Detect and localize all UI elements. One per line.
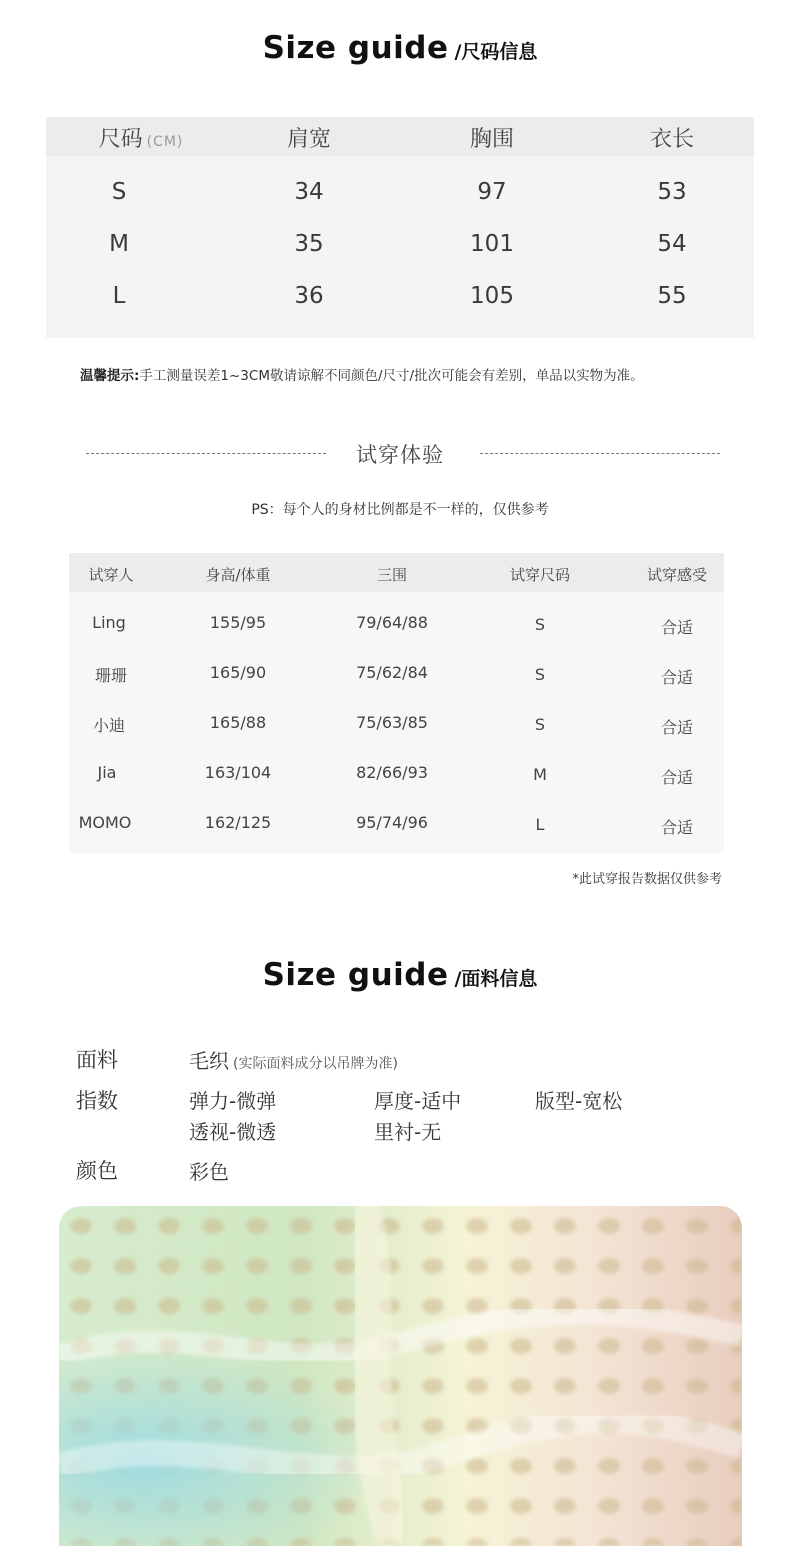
size-header-shoulder: 肩宽: [286, 127, 331, 152]
size-header-length: 衣长: [649, 127, 694, 152]
material-label: 面料: [76, 1048, 118, 1072]
size-table: [46, 117, 754, 338]
tryon-row: Ling 155/95 79/64/88 S 合适: [92, 613, 693, 637]
color-label: 颜色: [76, 1159, 118, 1183]
measurement-notice: [80, 364, 644, 384]
size-row: S 34 97 53: [111, 179, 687, 205]
notice-label: 温馨提示:: [80, 368, 140, 384]
size-guide-heading: [0, 30, 800, 66]
tryon-title: 试穿体验: [356, 443, 444, 467]
size-row: L 36 105 55: [112, 283, 687, 309]
size-row: M 35 101 54: [109, 231, 687, 257]
fabric-guide-subtitle: /面料信息: [454, 968, 538, 990]
unit-label: (CM): [146, 134, 184, 150]
tryon-header-person: 试穿人: [88, 566, 134, 584]
size-table-header: [46, 117, 754, 156]
index-lining: 里衬-无: [374, 1120, 442, 1144]
fabric-guide-title: Size guide: [262, 957, 449, 993]
tryon-row: 珊珊 165/90 75/62/84 S 合适: [94, 663, 693, 687]
tryon-footnote: *此试穿报告数据仅供参考: [572, 872, 722, 887]
tryon-ps-note: PS：每个人的身材比例都是不一样的，仅供参考: [251, 502, 549, 518]
tryon-header-measurements: 三围: [376, 566, 407, 584]
notice-text: 手工测量误差1~3CM敬请谅解不同颜色/尺寸/批次可能会有差别，单品以实物为准。: [139, 368, 644, 384]
tryon-row: MOMO 162/125 95/74/96 L 合适: [78, 813, 693, 837]
fabric-closeup-photo: [59, 1206, 742, 1546]
index-transparency: 透视-微透: [189, 1120, 277, 1144]
tryon-header-size: 试穿尺码: [509, 566, 570, 584]
tryon-table: [69, 553, 724, 853]
tryon-header-feeling: 试穿感受: [646, 566, 707, 584]
tryon-header-height-weight: 身高/体重: [205, 566, 271, 584]
size-header-chest: 胸围: [469, 127, 514, 152]
color-value: 彩色: [189, 1160, 229, 1184]
tryon-row: 小迪 165/88 75/63/85 S 合适: [92, 713, 693, 737]
index-stretch: 弹力-微弹: [189, 1089, 277, 1113]
fabric-guide-heading: [0, 957, 800, 993]
tryon-table-header: [69, 553, 724, 592]
material-value: 毛织 (实际面料成分以吊牌为准): [189, 1049, 398, 1073]
tryon-row: Jia 163/104 82/66/93 M 合适: [97, 763, 693, 787]
material-note: (实际面料成分以吊牌为准): [233, 1056, 398, 1072]
index-fit: 版型-宽松: [535, 1089, 623, 1113]
size-header-size: 尺码 (CM): [98, 127, 184, 152]
size-guide-subtitle: /尺码信息: [454, 41, 538, 63]
size-guide-title: Size guide: [262, 30, 449, 66]
knit-texture-image: [59, 1206, 742, 1546]
index-thickness: 厚度-适中: [374, 1089, 462, 1113]
index-label: 指数: [76, 1089, 118, 1113]
